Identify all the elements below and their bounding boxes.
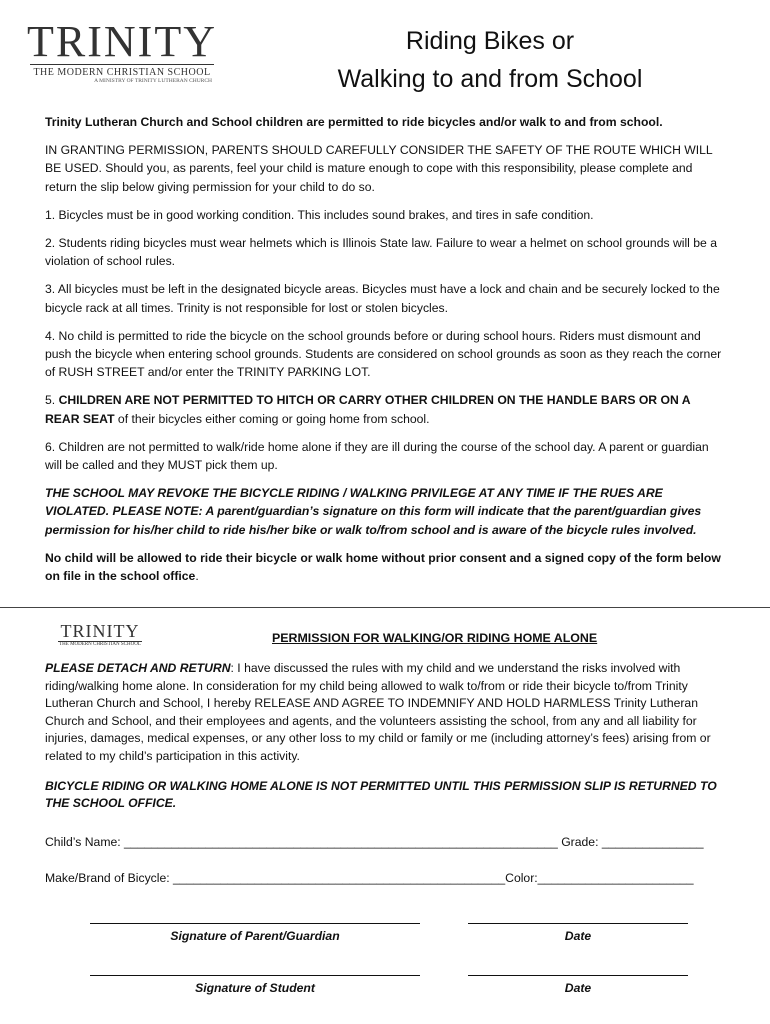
consent-notice [45,549,725,585]
policy-body [45,113,725,595]
parent-signature-label: Signature of Parent/Guardian [170,929,340,943]
release-paragraph [45,660,727,766]
rule-3: 3. All bicycles must be left in the designated bicycle areas. Bicycles must have a lock and chain and be securely locked to the bicycle rack at all times. Trinity is not responsible for lost or stolen bicycles. [45,282,720,315]
parent-signature-line[interactable] [90,923,420,924]
slip-logo [52,622,148,647]
consent-end: . [195,569,199,584]
rule-5 [45,391,725,427]
slip-body [45,660,727,825]
childs-name-field[interactable]: Child’s Name: ________________________________________________________________ Grade: _______________ [45,835,704,849]
student-signature-label: Signature of Student [195,981,315,995]
rule-5-number: 5. [45,393,59,408]
rule-1: 1. Bicycles must be in good working condition. This includes sound brakes, and tires in safe condition. [45,207,594,222]
logo-brand: TRINITY [27,17,217,66]
student-date-label: Date [564,981,592,995]
slip-title: PERMISSION FOR WALKING/OR RIDING HOME ALONE [272,631,598,645]
slip-logo-brand: TRINITY [60,621,140,641]
rule-6: 6. Children are not permitted to walk/ride home alone if they are ill during the course of the school day. A parent or guardian will be called and they MUST pick them up. [45,439,709,473]
document-title [300,22,680,98]
rule-2: 2. Students riding bicycles must wear helmets which is Illinois State law. Failure to wear a helmet on school grounds will be a violation of school rules. [45,236,717,269]
parent-date-label: Date [564,929,592,943]
detach-divider [0,607,770,608]
revoke-warning: THE SCHOOL MAY REVOKE THE BICYCLE RIDING / WALKING PRIVILEGE AT ANY TIME IF THE RUES ARE VIOLATED. PLEASE NOTE: A parent/guardian’s signature on this form will indicate that the parent/guardian gives permission for his/her child to ride his/her bike or walk to/from school and is aware of the bicycle rules involved. [45,486,702,537]
title-line-2: Walking to and from School [337,65,643,93]
rule-5-bold: CHILDREN ARE NOT PERMITTED TO HITCH OR CARRY OTHER CHILDREN ON THE HANDLE BARS OR ON A REAR SEAT [45,393,691,426]
student-signature-line[interactable] [90,975,420,976]
bicycle-brand-field[interactable]: Make/Brand of Bicycle: _________________________________________________Color:_______________________ [45,871,694,885]
intro-paragraph: IN GRANTING PERMISSION, PARENTS SHOULD CAREFULLY CONSIDER THE SAFETY OF THE ROUTE WHICH WILL BE USED. Should you, as parents, feel your child is mature enough to cope with this responsibility, please complete and return the slip below giving permission for your child to do so. [45,143,713,194]
student-date-line[interactable] [468,975,688,976]
title-line-1: Riding Bikes or [405,27,575,55]
return-notice: BICYCLE RIDING OR WALKING HOME ALONE IS NOT PERMITTED UNTIL THIS PERMISSION SLIP IS RETURNED TO THE SCHOOL OFFICE. [45,778,717,811]
intro-statement: Trinity Lutheran Church and School children are permitted to ride bicycles and/or walk to and from school. [45,115,663,129]
rule-4: 4. No child is permitted to ride the bicycle on the school grounds before or during school hours. Riders must dismount and push the bicycle when entering school grounds. Students are considered on school grounds as soon as they reach the corner of RUSH STREET and/or enter the TRINITY PARKING LOT. [45,328,722,380]
logo-tagline: A MINISTRY OF TRINITY LUTHERAN CHURCH [94,78,212,84]
consent-bold: No child will be allowed to ride their bicycle or walk home without prior consent and a signed copy of the form below on file in the school office [45,550,721,584]
parent-date-line[interactable] [468,923,688,924]
trinity-logo [12,17,232,84]
logo-subtitle: THE MODERN CHRISTIAN SCHOOL [33,67,211,78]
slip-logo-subtitle: THE MODERN CHRISTIAN SCHOOL [59,642,141,647]
release-text: : I have discussed the rules with my child and we understand the risks involved with riding/walking home alone. In consideration for my child being allowed to walk to/from or ride their bicycle to/from Trinity Lutheran Church and School, I hereby RELEASE AND AGREE TO INDEMNIFY AND HOLD HARMLESS Trinity Lutheran Church and School, and their employees and agents, and the volunteers assisting the school, from any and all liability for injuries, damages, medical expenses, or any other loss to my child or family or me (including attorney’s fees) arising from or related to my child’s participation in this activity. [45,661,711,763]
rule-5-rest: of their bicycles either coming or going home from school. [114,411,430,426]
detach-label: PLEASE DETACH AND RETURN [45,661,231,675]
